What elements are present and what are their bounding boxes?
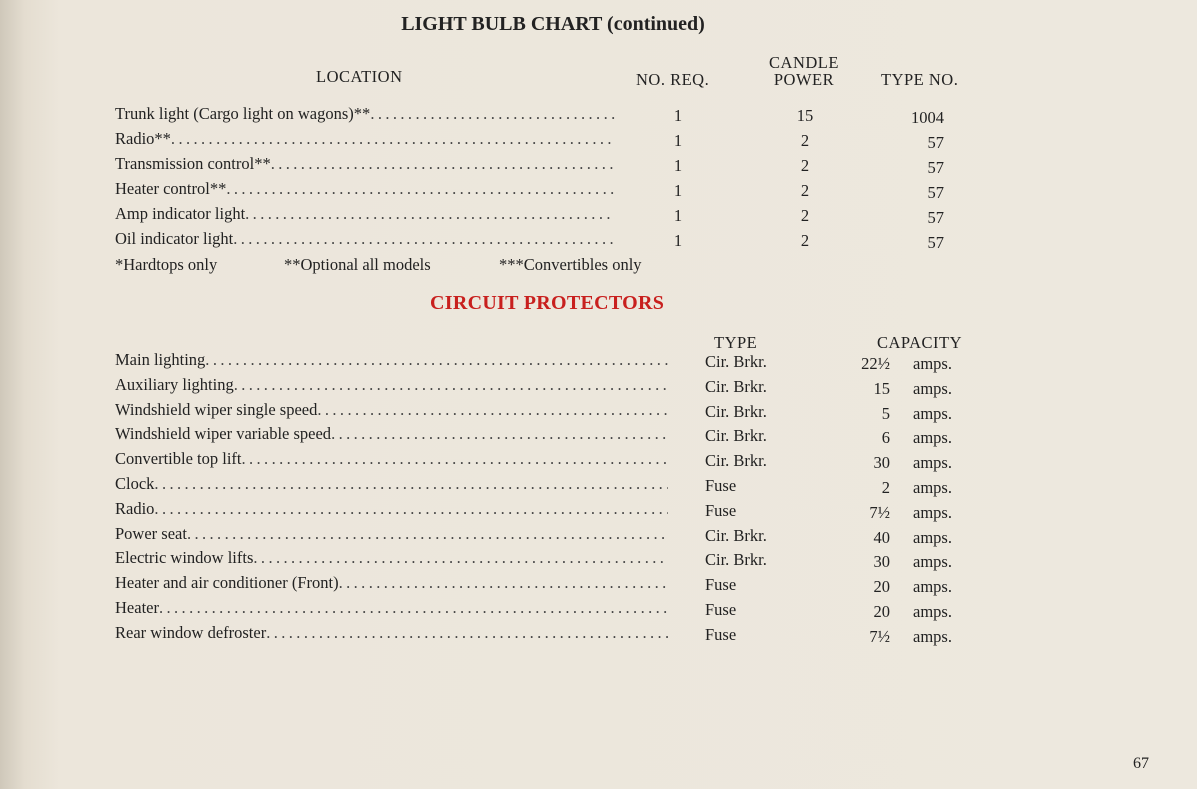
location-label: Amp indicator light — [115, 204, 246, 223]
table-row — [115, 474, 668, 496]
capacity-unit: amps. — [913, 527, 952, 547]
capacity-value: 7½ — [869, 502, 890, 522]
protector-type: Fuse — [705, 575, 737, 595]
dot-leader — [253, 548, 668, 568]
dot-leader — [159, 598, 668, 618]
candle-power-value: 2 — [800, 206, 810, 225]
header-location: LOCATION — [316, 67, 403, 86]
dot-leader — [154, 474, 668, 494]
protector-type: Cir. Brkr. — [705, 550, 767, 570]
location-label: Trunk light (Cargo light on wagons)** — [115, 104, 371, 123]
capacity-value: 20 — [873, 602, 890, 621]
footnote-convertibles: ***Convertibles only — [499, 255, 642, 274]
circuit-name: Main lighting — [115, 350, 206, 369]
no-req-value: 1 — [673, 231, 683, 250]
capacity-unit: amps. — [913, 552, 952, 572]
protector-type: Fuse — [705, 476, 737, 495]
circuit-name: Power seat — [115, 523, 187, 543]
page-number: 67 — [1133, 755, 1149, 772]
location-label: Heater control** — [115, 179, 227, 198]
table-row — [115, 548, 668, 570]
table-row — [115, 400, 668, 422]
type-no-value: 57 — [927, 158, 944, 177]
capacity-value: 22½ — [861, 354, 890, 373]
type-no-value: 57 — [927, 208, 944, 227]
candle-power-value: 2 — [800, 181, 810, 200]
candle-power-value: 15 — [796, 106, 814, 125]
capacity-unit: amps. — [913, 453, 952, 473]
circuit-name: Electric window lifts — [115, 548, 254, 568]
header-type-no: TYPE NO. — [881, 70, 959, 89]
header-candle: CANDLE — [769, 53, 839, 72]
protector-type: Cir. Brkr. — [705, 426, 767, 446]
location-label: Oil indicator light — [115, 229, 234, 248]
capacity-unit: amps. — [913, 602, 952, 621]
table-row — [115, 154, 615, 176]
capacity-unit: amps. — [913, 378, 952, 398]
candle-power-value: 2 — [800, 231, 810, 250]
dot-leader — [271, 154, 615, 174]
footnote-optional: **Optional all models — [284, 255, 431, 274]
page-title: LIGHT BULB CHART (continued) — [401, 13, 705, 35]
table-row — [115, 598, 668, 620]
location-label: Transmission control** — [115, 154, 271, 173]
capacity-value: 2 — [881, 478, 890, 497]
dot-leader — [187, 524, 668, 544]
type-no-value: 1004 — [911, 108, 944, 127]
no-req-value: 1 — [673, 206, 683, 225]
table-row — [115, 524, 668, 546]
capacity-unit: amps. — [913, 478, 952, 497]
circuit-name: Windshield wiper variable speed — [115, 424, 332, 444]
table-row — [115, 129, 615, 151]
no-req-value: 1 — [673, 106, 683, 125]
circuit-name: Convertible top lift — [115, 449, 242, 469]
circuit-name: Auxiliary lighting — [115, 374, 234, 394]
table-row — [115, 179, 615, 201]
type-no-value: 57 — [927, 133, 944, 152]
location-label: Radio** — [115, 129, 171, 148]
capacity-value: 30 — [873, 552, 890, 572]
dot-leader — [233, 229, 615, 249]
type-no-value: 57 — [927, 183, 944, 202]
capacity-unit: amps. — [913, 354, 952, 373]
protector-type: Cir. Brkr. — [705, 525, 767, 545]
header-capacity: CAPACITY — [877, 333, 962, 352]
circuit-name: Rear window defroster — [115, 622, 267, 642]
no-req-value: 1 — [673, 131, 683, 150]
header-type: TYPE — [714, 333, 758, 352]
capacity-value: 15 — [873, 378, 890, 398]
dot-leader — [317, 400, 668, 420]
protector-type: Fuse — [705, 624, 737, 644]
table-row — [115, 424, 668, 446]
table-row — [115, 573, 668, 595]
dot-leader — [339, 573, 668, 593]
capacity-value: 6 — [881, 428, 890, 448]
capacity-value: 5 — [881, 403, 890, 423]
dot-leader — [205, 350, 668, 370]
table-row — [115, 499, 668, 521]
protector-type: Cir. Brkr. — [705, 401, 767, 421]
circuit-name: Heater and air conditioner (Front) — [115, 573, 339, 593]
protector-type: Cir. Brkr. — [705, 352, 767, 371]
protector-type: Fuse — [705, 600, 737, 619]
dot-leader — [234, 375, 668, 395]
table-row — [115, 449, 668, 471]
capacity-unit: amps. — [913, 428, 952, 448]
dot-leader — [241, 449, 668, 469]
dot-leader — [266, 623, 668, 643]
table-row — [115, 204, 615, 226]
candle-power-value: 2 — [800, 131, 810, 150]
capacity-unit: amps. — [913, 626, 952, 646]
capacity-value: 30 — [873, 453, 890, 473]
protector-type: Cir. Brkr. — [705, 376, 767, 396]
header-power: POWER — [773, 70, 835, 89]
dot-leader — [370, 104, 615, 124]
capacity-unit: amps. — [913, 403, 952, 423]
table-row — [115, 375, 668, 397]
type-no-value: 57 — [927, 233, 944, 252]
table-row — [115, 229, 615, 251]
circuit-name: Clock — [115, 474, 155, 493]
dot-leader — [171, 129, 615, 149]
capacity-value: 20 — [873, 577, 890, 597]
circuit-name: Heater — [115, 598, 159, 617]
capacity-value: 40 — [873, 527, 890, 547]
capacity-unit: amps. — [913, 577, 952, 597]
protector-type: Fuse — [705, 500, 737, 520]
section-title-circuit-protectors: CIRCUIT PROTECTORS — [430, 292, 665, 314]
capacity-value: 7½ — [869, 626, 890, 646]
dot-leader — [331, 424, 668, 444]
footnote-hardtops: *Hardtops only — [115, 255, 218, 274]
header-no-req: NO. REQ. — [636, 70, 710, 89]
dot-leader — [154, 499, 668, 519]
dot-leader — [226, 179, 615, 199]
dot-leader — [245, 204, 615, 224]
capacity-unit: amps. — [913, 502, 952, 522]
table-row — [115, 623, 668, 645]
candle-power-value: 2 — [800, 156, 810, 175]
table-row — [115, 350, 668, 372]
table-row — [115, 104, 615, 126]
protector-type: Cir. Brkr. — [705, 451, 767, 471]
circuit-name: Radio — [115, 498, 155, 518]
no-req-value: 1 — [673, 156, 683, 175]
circuit-name: Windshield wiper single speed — [115, 399, 318, 419]
no-req-value: 1 — [673, 181, 683, 200]
